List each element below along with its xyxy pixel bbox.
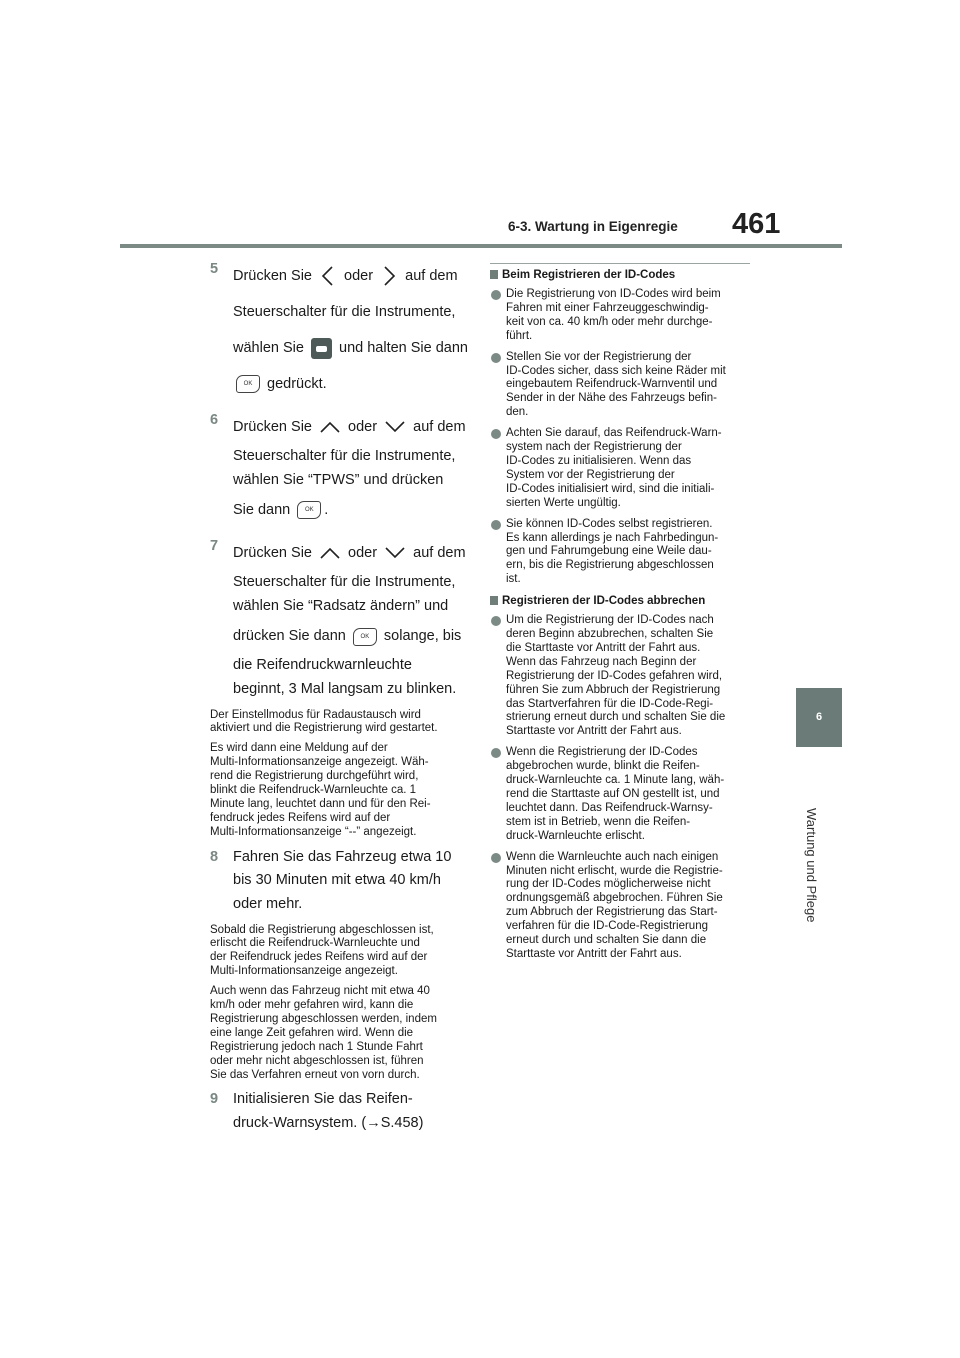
step-text: Steuerschalter für die Instrumente, [233, 574, 456, 591]
step-text: Sie dann [233, 502, 291, 519]
vehicle-settings-icon [311, 338, 332, 359]
chapter-tab-label: Wartung und Pflege [804, 808, 819, 923]
list-item: Sie können ID-Codes selbst registrieren. Es kann allerdings je nach Fahrbedingun- gen und Fahrumgebung eine Weile dau- ern, bis die Registrierung abgeschlossen ist. [490, 518, 750, 588]
chevron-up-icon [319, 420, 341, 434]
left-column [210, 258, 470, 1143]
step-number: 9 [210, 1091, 219, 1108]
bullet-icon [491, 748, 501, 758]
note-7b: Es wird dann eine Meldung auf der Multi-Informationsanzeige angezeigt. Wäh- rend die Registrierung durchgeführt wird, blinkt die Reifendruck-Warnleuchte ca. 1 Minute lang, leuchtet dann und für den Rei- fendruck jedes Reifens wird auf der Multi-Informationsanzeige “--” angezeigt. [210, 742, 431, 838]
header-rule [120, 244, 842, 248]
step-text: oder [348, 545, 378, 562]
section-header-title: 6-3. Wartung in Eigenregie [508, 219, 678, 234]
step-text: Drücken Sie [233, 419, 312, 435]
bullet-icon [491, 290, 501, 300]
step-text: und halten Sie dann [339, 340, 468, 356]
right-column [490, 263, 750, 969]
step-text: Steuerschalter für die Instrumente, [233, 304, 456, 320]
step-text: oder [344, 268, 374, 284]
ok-button-icon: OK [236, 375, 260, 393]
chevron-left-icon [319, 265, 337, 287]
list-item: Um die Registrierung der ID-Codes nach deren Beginn abzubrechen, schalten Sie die Starttaste vor Antritt der Fahrt aus. Wenn das Fahrzeug nach Beginn der Registrierung der ID-Codes gefahren wird, führen Sie zum Abbruch der Registrierung das Startverfahren für die ID-Code-Regi- strierung erneut durch und schalten Sie die Starttaste vor Antritt der Fahrt aus. [490, 614, 750, 739]
step-6 [210, 409, 470, 528]
step-text: Fahren Sie das Fahrzeug etwa 10 [233, 848, 452, 865]
step-7 [210, 535, 470, 701]
chapter-tab[interactable]: 6 [796, 688, 842, 747]
step-text: wählen Sie “TPWS” und drücken [233, 471, 444, 488]
list-item: Stellen Sie vor der Registrierung der ID-Codes sicher, dass sich keine Räder mit eingebautem Reifendruck-Warnventil und Sender in der Nähe des Fahrzeugs befin- den. [490, 351, 750, 421]
step-text: Drücken Sie [233, 268, 312, 284]
square-bullet-icon [490, 596, 498, 605]
bullet-icon [491, 353, 501, 363]
step-text: wählen Sie “Radsatz ändern” und [233, 597, 449, 614]
step-text: Drücken Sie [233, 545, 312, 562]
step-text: . [324, 502, 329, 519]
square-bullet-icon [490, 270, 498, 279]
bullet-icon [491, 520, 501, 530]
page-number: 461 [732, 208, 781, 240]
list-item: Wenn die Registrierung der ID-Codes abgebrochen wurde, blinkt die Reifen- druck-Warnleuchte ca. 1 Minute lang, wäh- rend die Starttaste auf ON gestellt ist, und leuchtet dann. Das Reifendruck-Warnsy- stem ist in Betrieb, wenn die Reifen- druck-Warnleuchte erlischt. [490, 746, 750, 843]
bullet-icon [491, 616, 501, 626]
chevron-down-icon [384, 420, 406, 434]
step-text: drücken Sie dann [233, 628, 346, 645]
step-9 [210, 1088, 470, 1135]
section-heading: Registrieren der ID-Codes abbrechen [490, 594, 750, 608]
list-item: Achten Sie darauf, das Reifendruck-Warn- system nach der Registrierung der ID-Codes zu initialisieren. Wenn das System vor der Registrierung der ID-Codes initialisiert wird, sind die initiali- sierten Werte ungültig. [490, 427, 750, 510]
step-text: solange, bis [383, 628, 462, 645]
step-text: auf dem [413, 419, 466, 435]
step-text: auf dem [413, 545, 466, 562]
page-reference-link[interactable]: druck-Warnsystem. (→S.458) [233, 1115, 424, 1132]
step-5 [210, 258, 470, 402]
chevron-up-icon [319, 546, 341, 560]
step-text: Steuerschalter für die Instrumente, [233, 448, 456, 464]
step-text: wählen Sie [233, 340, 304, 356]
list-item: Wenn die Warnleuchte auch nach einigen Minuten nicht erlischt, wurde die Registrie- rung der ID-Codes möglicherweise nicht ordnungsgemäß abgebrochen. Führen Sie zum Abbruch der Registrierung das Start- verfahren für die ID-Code-Registrierung erneut durch und schalten Sie dann die Starttaste vor Antritt der Fahrt aus. [490, 851, 750, 962]
bullet-icon [491, 429, 501, 439]
note-8a: Sobald die Registrierung abgeschlossen ist, erlischt die Reifendruck-Warnleuchte und der Reifendruck jedes Reifens wird auf der Multi-Informationsanzeige angezeigt. [210, 923, 434, 978]
list-item: Die Registrierung von ID-Codes wird beim Fahren mit einer Fahrzeuggeschwindig- keit von ca. 40 km/h oder mehr durchge- führt. [490, 288, 750, 344]
step-8 [210, 846, 470, 917]
step-text: bis 30 Minuten mit etwa 40 km/h [233, 872, 441, 889]
step-number: 7 [210, 538, 219, 555]
chevron-right-icon [380, 265, 398, 287]
step-text: Initialisieren Sie das Reifen- [233, 1091, 413, 1108]
step-text: beginnt, 3 Mal langsam zu blinken. [233, 680, 457, 697]
ok-button-icon: OK [297, 501, 321, 519]
step-number: 8 [210, 848, 219, 865]
column-rule [490, 263, 750, 264]
note-7a: Der Einstellmodus für Radaustausch wird aktiviert und die Registrierung wird gestartet. [210, 708, 438, 735]
step-text: oder [348, 419, 378, 435]
chevron-down-icon [384, 546, 406, 560]
ok-button-icon: OK [353, 628, 377, 646]
step-text: gedrückt. [267, 376, 327, 392]
step-text: oder mehr. [233, 895, 303, 912]
bullet-icon [491, 853, 501, 863]
section-heading: Beim Registrieren der ID-Codes [490, 268, 750, 282]
step-number: 5 [210, 261, 219, 277]
step-text: die Reifendruckwarnleuchte [233, 657, 412, 674]
step-number: 6 [210, 412, 219, 428]
step-text: auf dem [405, 268, 458, 284]
note-8b: Auch wenn das Fahrzeug nicht mit etwa 40 km/h oder mehr gefahren wird, kann die Registrierung abgeschlossen werden, indem eine lange Zeit gefahren wird. Wenn die Registrierung jedoch nach 1 Stunde Fahrt oder mehr nicht abgeschlossen ist, führen Sie das Verfahren erneut von vorn durch. [210, 985, 437, 1081]
